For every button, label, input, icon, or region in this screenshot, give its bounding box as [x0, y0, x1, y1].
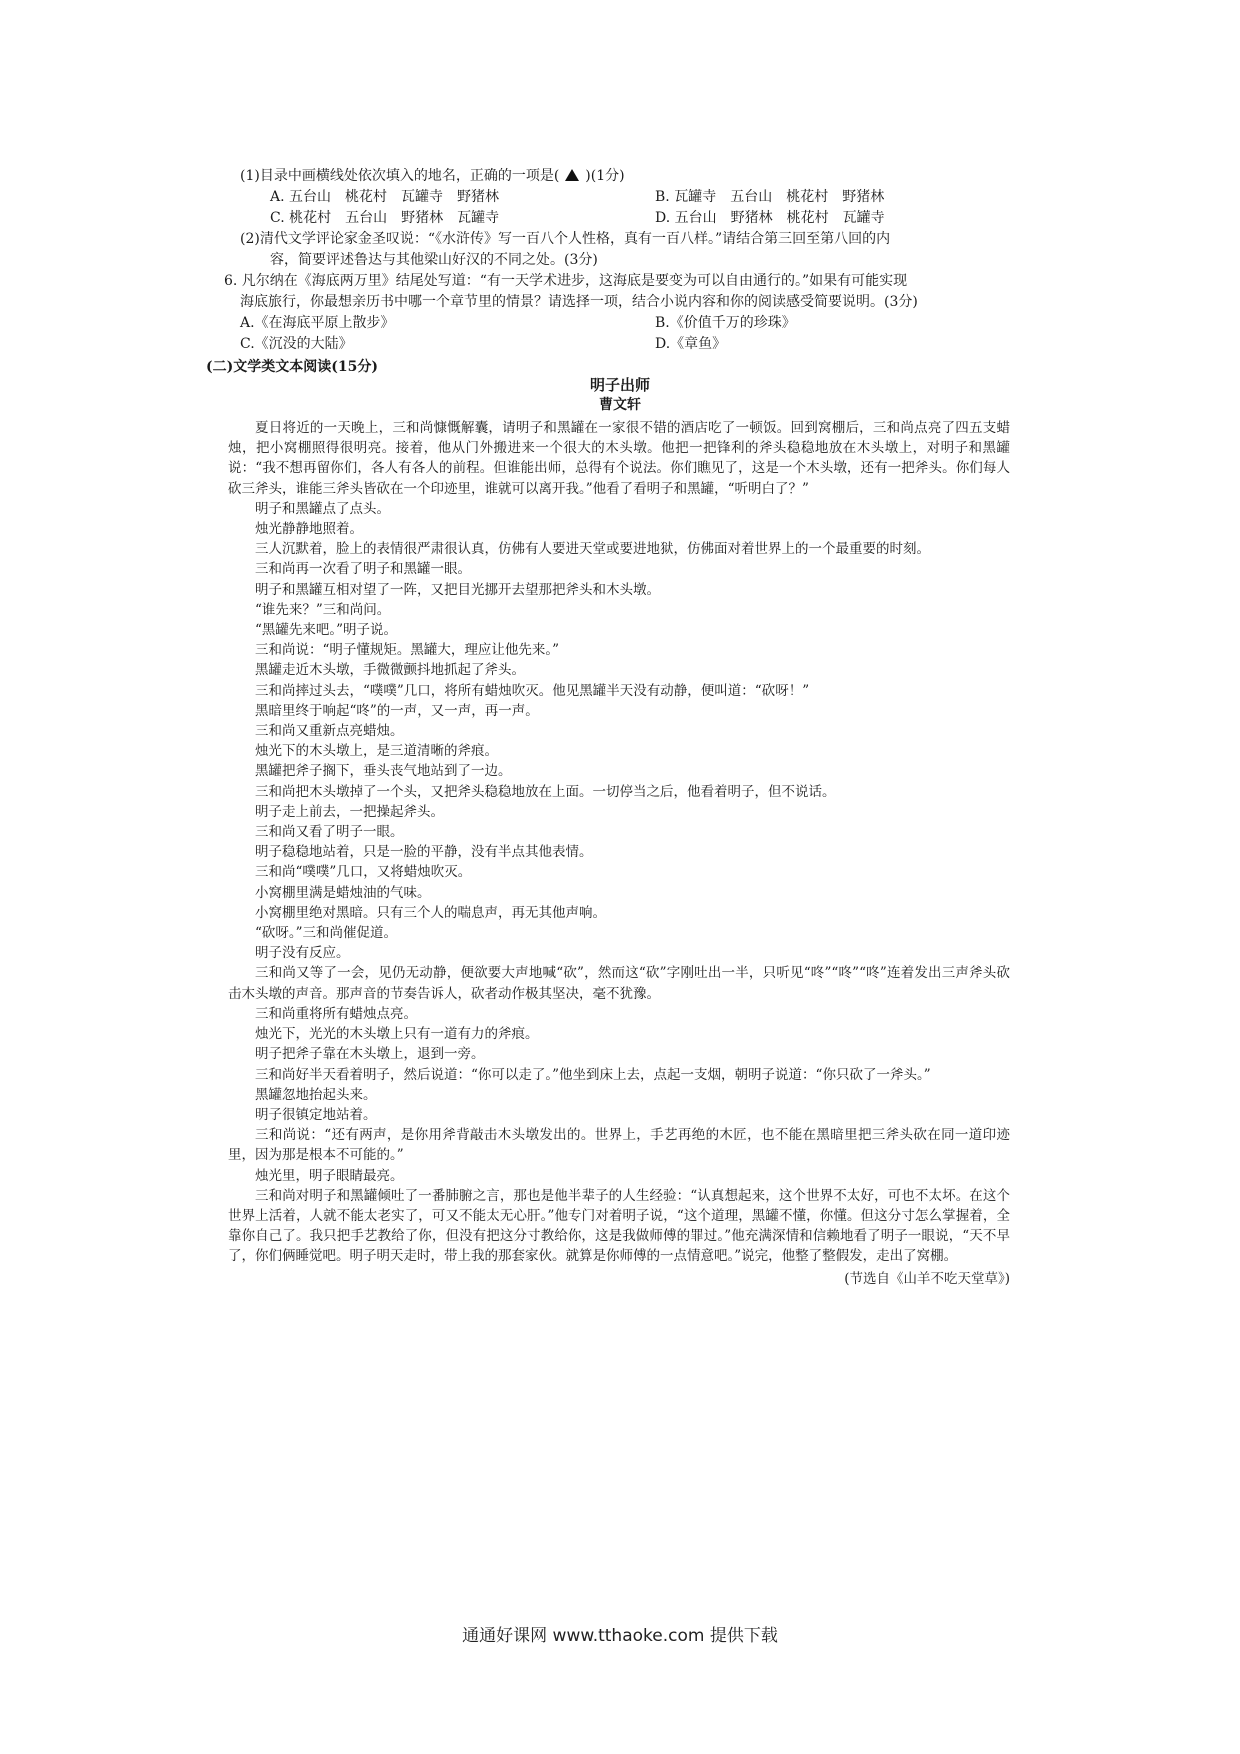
footer-credit: 通通好课网 www.tthaoke.com 提供下载	[462, 1626, 778, 1646]
story-paragraph: 黑罐走近木头墩，手微微颤抖地抓起了斧头。	[255, 662, 525, 679]
story-author: 曹文轩	[599, 397, 641, 413]
question-5-1-option-a: A. 五台山 桃花村 瓦罐寺 野猪林	[270, 189, 500, 205]
story-paragraph: 明子和黑罐点了点头。	[255, 500, 390, 517]
story-paragraph: 三和尚对明子和黑罐倾吐了一番肺腑之言，那也是他半辈子的人生经验：“认真想起来，这个世界不太好，可也不太坏。在这个世界上活着，人就不能太老实了，可又不能太无心肝。”他专门对着明子说，“这个道理，黑罐不懂，你懂。但这分寸怎么掌握着，全靠你自己了。我只把手艺教给了你，但没有把这分寸教给你，这是我做师傅的罪过。”他充满深情和信赖地看了明子一眼说，“天不早了，你们俩睡觉吧。明子明天走时，带上我的那套家伙。就算是你师傅的一点情意吧。”说完，他整了整假发，走出了窝棚。	[228, 1187, 1010, 1265]
story-paragraph: 小窝棚里绝对黑暗。只有三个人的喘息声，再无其他声响。	[255, 904, 606, 921]
story-paragraph: 三和尚摔过头去，“噗噗”几口，将所有蜡烛吹灭。他见黑罐半天没有动静，便叫道：“砍呀！”	[255, 682, 810, 699]
story-paragraph: “谁先来？”三和尚问。	[255, 601, 391, 618]
question-5-1-option-d: D. 五台山 野猪林 桃花村 瓦罐寺	[655, 210, 885, 226]
story-paragraph: 夏日将近的一天晚上，三和尚慷慨解囊，请明子和黑罐在一家很不错的酒店吃了一顿饭。回到窝棚后，三和尚点亮了四五支蜡烛，把小窝棚照得很明亮。接着，他从门外搬进来一个很大的木头墩。他把一把锋利的斧头稳稳地放在木头墩上，对明子和黑罐说：“我不想再留你们，各人有各人的前程。但谁能出师，总得有个说法。你们瞧见了，这是一个木头墩，还有一把斧头。你们每人砍三斧头，谁能三斧头皆砍在一个印迹里，谁就可以离开我。”他看了看明子和黑罐，“听明白了？”	[228, 420, 1010, 497]
story-paragraph: 黑暗里终于响起“咚”的一声，又一声，再一声。	[255, 702, 539, 719]
question-6-option-d: D.《章鱼》	[655, 336, 727, 352]
question-6-options-row-2	[240, 334, 1010, 355]
story-paragraph: 三和尚再一次看了明子和黑罐一眼。	[255, 561, 471, 578]
question-5-2-line-2: 容，简要评述鲁达与其他梁山好汉的不同之处。(3分)	[270, 252, 598, 268]
question-5-1-option-b: B. 瓦罐寺 五台山 桃花村 野猪林	[655, 189, 885, 205]
story-paragraphs	[228, 418, 1010, 1267]
question-6-option-c: C.《沉没的大陆》	[240, 336, 353, 352]
story-paragraph: “砍呀。”三和尚催促道。	[255, 925, 398, 942]
story-paragraph: 烛光下的木头墩上，是三道清晰的斧痕。	[255, 743, 498, 760]
story-source: (节选自《山羊不吃天堂草》)	[844, 1270, 1010, 1287]
question-6-option-a: A.《在海底平原上散步》	[240, 315, 395, 331]
story-title: 明子出师	[589, 376, 650, 394]
story-paragraph: 三和尚说：“明子懂规矩。黑罐大，理应让他先来。”	[255, 642, 560, 659]
story-paragraph: 三和尚又重新点亮蜡烛。	[255, 723, 404, 740]
section-heading: (二)文学类文本阅读(15分)	[206, 359, 378, 375]
story-paragraph: 三和尚好半天看着明子，然后说道：“你可以走了。”他坐到床上去，点起一支烟，朝明子说道：“你只砍了一斧头。”	[255, 1066, 931, 1083]
story-paragraph: 黑罐忽地抬起头来。	[255, 1086, 377, 1103]
story-paragraph: 三和尚把木头墩掉了一个头，又把斧头稳稳地放在上面。一切停当之后，他看着明子，但不说话。	[255, 783, 836, 800]
story-paragraph: 三和尚“噗噗”几口，又将蜡烛吹灭。	[255, 864, 472, 881]
story-paragraph: 烛光下，光光的木头墩上只有一道有力的斧痕。	[255, 1026, 539, 1043]
question-5-1-option-c: C. 桃花村 五台山 野猪林 瓦罐寺	[270, 210, 500, 226]
question-6-line-1: 6. 凡尔纳在《海底两万里》结尾处写道：“有一天学术进步，这海底是要变为可以自由通行的。”如果有可能实现	[224, 273, 908, 289]
question-5-1-stem-after: )(1分)	[585, 168, 625, 184]
question-6-line-2: 海底旅行，你最想亲历书中哪一个章节里的情景？请选择一项，结合小说内容和你的阅读感受简要说明。(3分)	[240, 294, 918, 310]
question-6-option-b: B.《价值千万的珍珠》	[655, 315, 796, 331]
questions-block	[206, 166, 1010, 378]
question-6-options-row-1	[240, 313, 1010, 334]
question-5-1-stem	[240, 166, 1010, 187]
story-paragraph: 小窝棚里满是蜡烛油的气味。	[255, 884, 431, 901]
question-5-2-line-1: (2)清代文学评论家金圣叹说：“《水浒传》写一百八个人性格，真有一百八样。”请结合第三回至第八回的内	[240, 231, 891, 247]
story-paragraph: 三和尚又等了一会，见仍无动静，便欲要大声地喊“砍”，然而这“砍”字刚吐出一半，只听见“咚”“咚”“咚”连着发出三声斧头砍击木头墩的声音。那声音的节奏告诉人，砍者动作极其坚决，毫不犹豫。	[228, 965, 1010, 1002]
story-paragraph: 三和尚又看了明子一眼。	[255, 824, 404, 841]
question-5-1-options-row-2	[240, 208, 1010, 229]
story-paragraph: 烛光里，明子眼睛最亮。	[255, 1167, 404, 1184]
story-paragraph: 明子没有反应。	[255, 945, 350, 962]
answer-triangle-icon	[565, 169, 579, 181]
story-paragraph: 明子把斧子靠在木头墩上，退到一旁。	[255, 1046, 485, 1063]
story-paragraph: 三人沉默着，脸上的表情很严肃很认真，仿佛有人要进天堂或要进地狱，仿佛面对着世界上的一个最重要的时刻。	[255, 541, 930, 558]
question-5-1-stem-before: (1)目录中画横线处依次填入的地名，正确的一项是(	[240, 168, 560, 184]
story-paragraph: 明子走上前去，一把操起斧头。	[255, 803, 444, 820]
story-paragraph: 三和尚说：“还有两声，是你用斧背敲击木头墩发出的。世界上，手艺再绝的木匠，也不能在黑暗里把三斧头砍在同一道印迹里，因为那是根本不可能的。”	[228, 1127, 1010, 1164]
question-5-1-options-row-1	[240, 187, 1010, 208]
story-paragraph: “黑罐先来吧。”明子说。	[255, 622, 398, 639]
story-paragraph: 明子很镇定地站着。	[255, 1106, 377, 1123]
story-paragraph: 明子和黑罐互相对望了一阵，又把目光挪开去望那把斧头和木头墩。	[255, 581, 660, 598]
story-paragraph: 烛光静静地照着。	[255, 521, 363, 538]
story-paragraph: 明子稳稳地站着，只是一脸的平静，没有半点其他表情。	[255, 844, 593, 861]
story-paragraph: 三和尚重将所有蜡烛点亮。	[255, 1005, 417, 1022]
story-paragraph: 黑罐把斧子搁下，垂头丧气地站到了一边。	[255, 763, 512, 780]
story-body	[228, 418, 1010, 1289]
